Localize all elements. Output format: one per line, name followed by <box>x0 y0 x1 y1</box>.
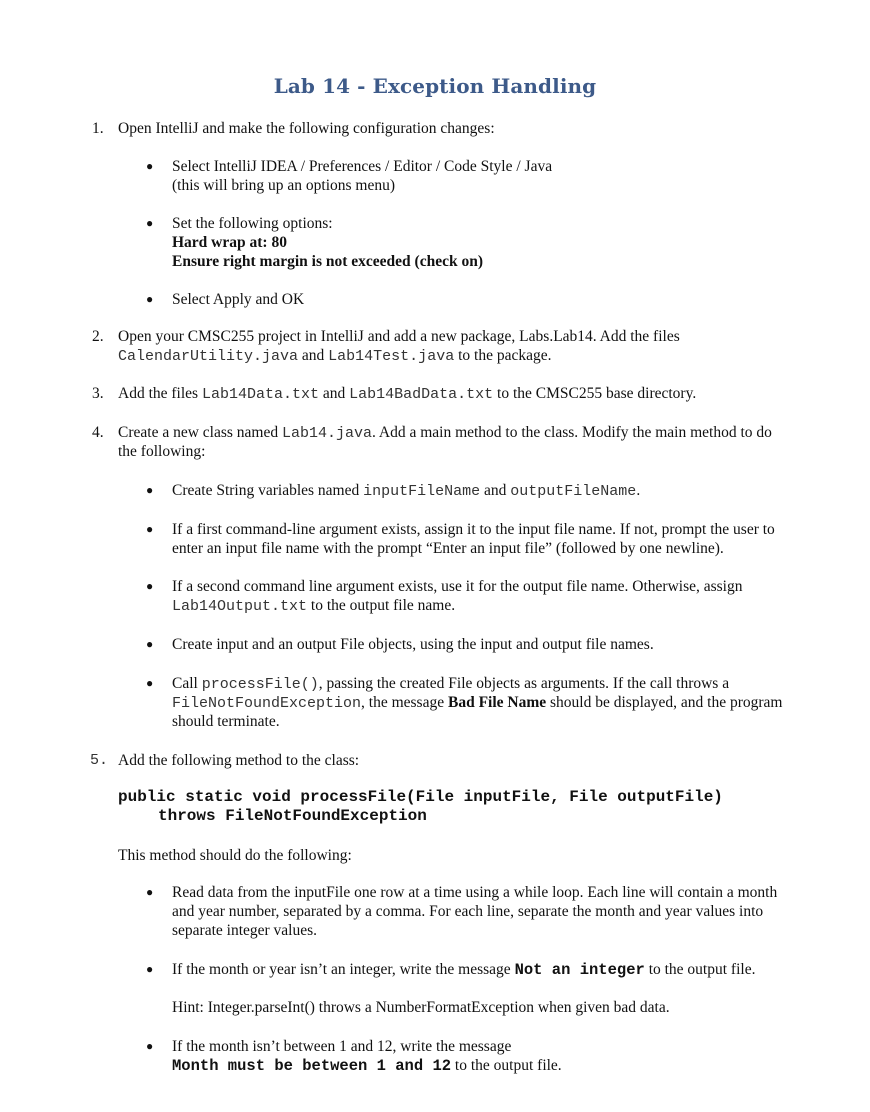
bullet-icon: ● <box>146 292 154 306</box>
step4-bullet5-line3: should terminate. <box>172 713 280 730</box>
bold-text: Bad File Name <box>447 694 547 711</box>
text: and <box>298 347 329 364</box>
code-signature-line1: public static void processFile(File inputFile, File outputFile) <box>118 788 723 806</box>
text: should be displayed, and the program <box>546 694 783 711</box>
bold-text: Hard wrap at: 80 <box>172 234 287 251</box>
code-signature-line2: throws FileNotFoundException <box>158 807 427 825</box>
bullet-icon: ● <box>146 962 154 976</box>
method-intro: This method should do the following: <box>118 847 352 864</box>
text: Add the files <box>118 385 202 402</box>
step-2-line2 <box>118 346 551 366</box>
text: and <box>480 482 511 499</box>
bullet-icon: ● <box>146 522 154 536</box>
text: to the CMSC255 base directory. <box>493 385 697 402</box>
code-text: outputFileName <box>510 483 637 500</box>
step-4-line2: the following: <box>118 443 206 460</box>
step4-bullet1 <box>172 481 640 501</box>
text: to the output file. <box>451 1057 562 1074</box>
text: Create String variables named <box>172 482 364 499</box>
step-number: 3. <box>92 385 104 402</box>
bullet-icon: ● <box>146 1039 154 1053</box>
step5-bullet3-line2 <box>172 1056 562 1076</box>
step1-bullet2-line1: Set the following options: <box>172 215 333 232</box>
step-4-line1 <box>118 423 772 443</box>
text: If the month or year isn’t an integer, write the message <box>172 961 515 978</box>
step4-bullet2-line2: enter an input file name with the prompt “Enter an input file” (followed by one newline). <box>172 540 724 557</box>
step-1-text: Open IntelliJ and make the following configuration changes: <box>118 120 495 137</box>
step5-bullet3-line1: If the month isn’t between 1 and 12, write the message <box>172 1038 512 1055</box>
step4-bullet4: Create input and an output File objects, using the input and output file names. <box>172 636 654 653</box>
step5-bullet1-line2: and year number, separated by a comma. For each line, separate the month and year values into <box>172 903 764 920</box>
step4-bullet5-line1 <box>172 674 729 694</box>
text: , passing the created File objects as arguments. If the call throws a <box>318 675 730 692</box>
bullet-icon: ● <box>146 216 154 230</box>
bullet-icon: ● <box>146 159 154 173</box>
step-2-line1: Open your CMSC255 project in IntelliJ and add a new package, Labs.Lab14. Add the files <box>118 328 680 345</box>
code-text: Lab14Data.txt <box>201 386 319 403</box>
text: and <box>318 385 350 402</box>
code-text: FileNotFoundException <box>172 695 362 712</box>
step1-bullet1-line2: (this will bring up an options menu) <box>172 177 396 194</box>
step5-bullet1-line3: separate integer values. <box>172 922 318 939</box>
text: to the output file name. <box>307 597 456 614</box>
code-text: processFile() <box>201 676 319 693</box>
code-text: Lab14Test.java <box>328 348 455 365</box>
step-number: 4. <box>92 424 104 441</box>
step1-bullet3: Select Apply and OK <box>172 291 305 308</box>
step1-bullet1-line1: Select IntelliJ IDEA / Preferences / Editor / Code Style / Java <box>172 158 553 175</box>
text: to the output file. <box>644 961 756 978</box>
code-text: Lab14.java <box>281 425 372 442</box>
bold-text: Ensure right margin is not exceeded (check on) <box>172 253 483 270</box>
code-text: Lab14Output.txt <box>172 598 308 615</box>
step5-bullet1-line1: Read data from the inputFile one row at a time using a while loop. Each line will contain a month <box>172 884 778 901</box>
bullet-icon: ● <box>146 637 154 651</box>
text: . <box>636 482 641 499</box>
text: , the message <box>361 694 448 711</box>
code-text: CalendarUtility.java <box>118 348 299 365</box>
text: . Add a main method to the class. Modify the main method to do <box>371 424 772 441</box>
bullet-icon: ● <box>146 483 154 497</box>
page-title: Lab 14 - Exception Handling <box>273 74 597 98</box>
bullet-icon: ● <box>146 579 154 593</box>
step5-bullet2 <box>172 960 755 980</box>
step-5-text: Add the following method to the class: <box>118 752 360 769</box>
step1-bullet2-line3 <box>172 252 483 271</box>
step4-bullet3-line1: If a second command line argument exists, use it for the output file name. Otherwise, assign <box>172 578 743 595</box>
step4-bullet5-line2 <box>172 693 782 713</box>
text: to the package. <box>454 347 552 364</box>
code-text: Lab14BadData.txt <box>349 386 494 403</box>
step-3-text <box>118 384 696 404</box>
code-text: inputFileName <box>363 483 481 500</box>
step1-bullet2-line2 <box>172 233 287 252</box>
step-number: 1. <box>92 120 104 137</box>
step-number: 2. <box>92 328 104 345</box>
step-number: 5. <box>90 752 109 769</box>
bullet-icon: ● <box>146 885 154 899</box>
text: Call <box>172 675 202 692</box>
bullet-icon: ● <box>146 676 154 690</box>
step4-bullet3-line2 <box>172 596 455 616</box>
hint-text: Hint: Integer.parseInt() throws a NumberFormatException when given bad data. <box>172 999 670 1016</box>
step4-bullet2-line1: If a first command-line argument exists, assign it to the input file name. If not, prompt the user to <box>172 521 775 538</box>
code-text: Not an integer <box>514 961 645 979</box>
text: Create a new class named <box>118 424 282 441</box>
code-text: Month must be between 1 and 12 <box>172 1057 452 1075</box>
